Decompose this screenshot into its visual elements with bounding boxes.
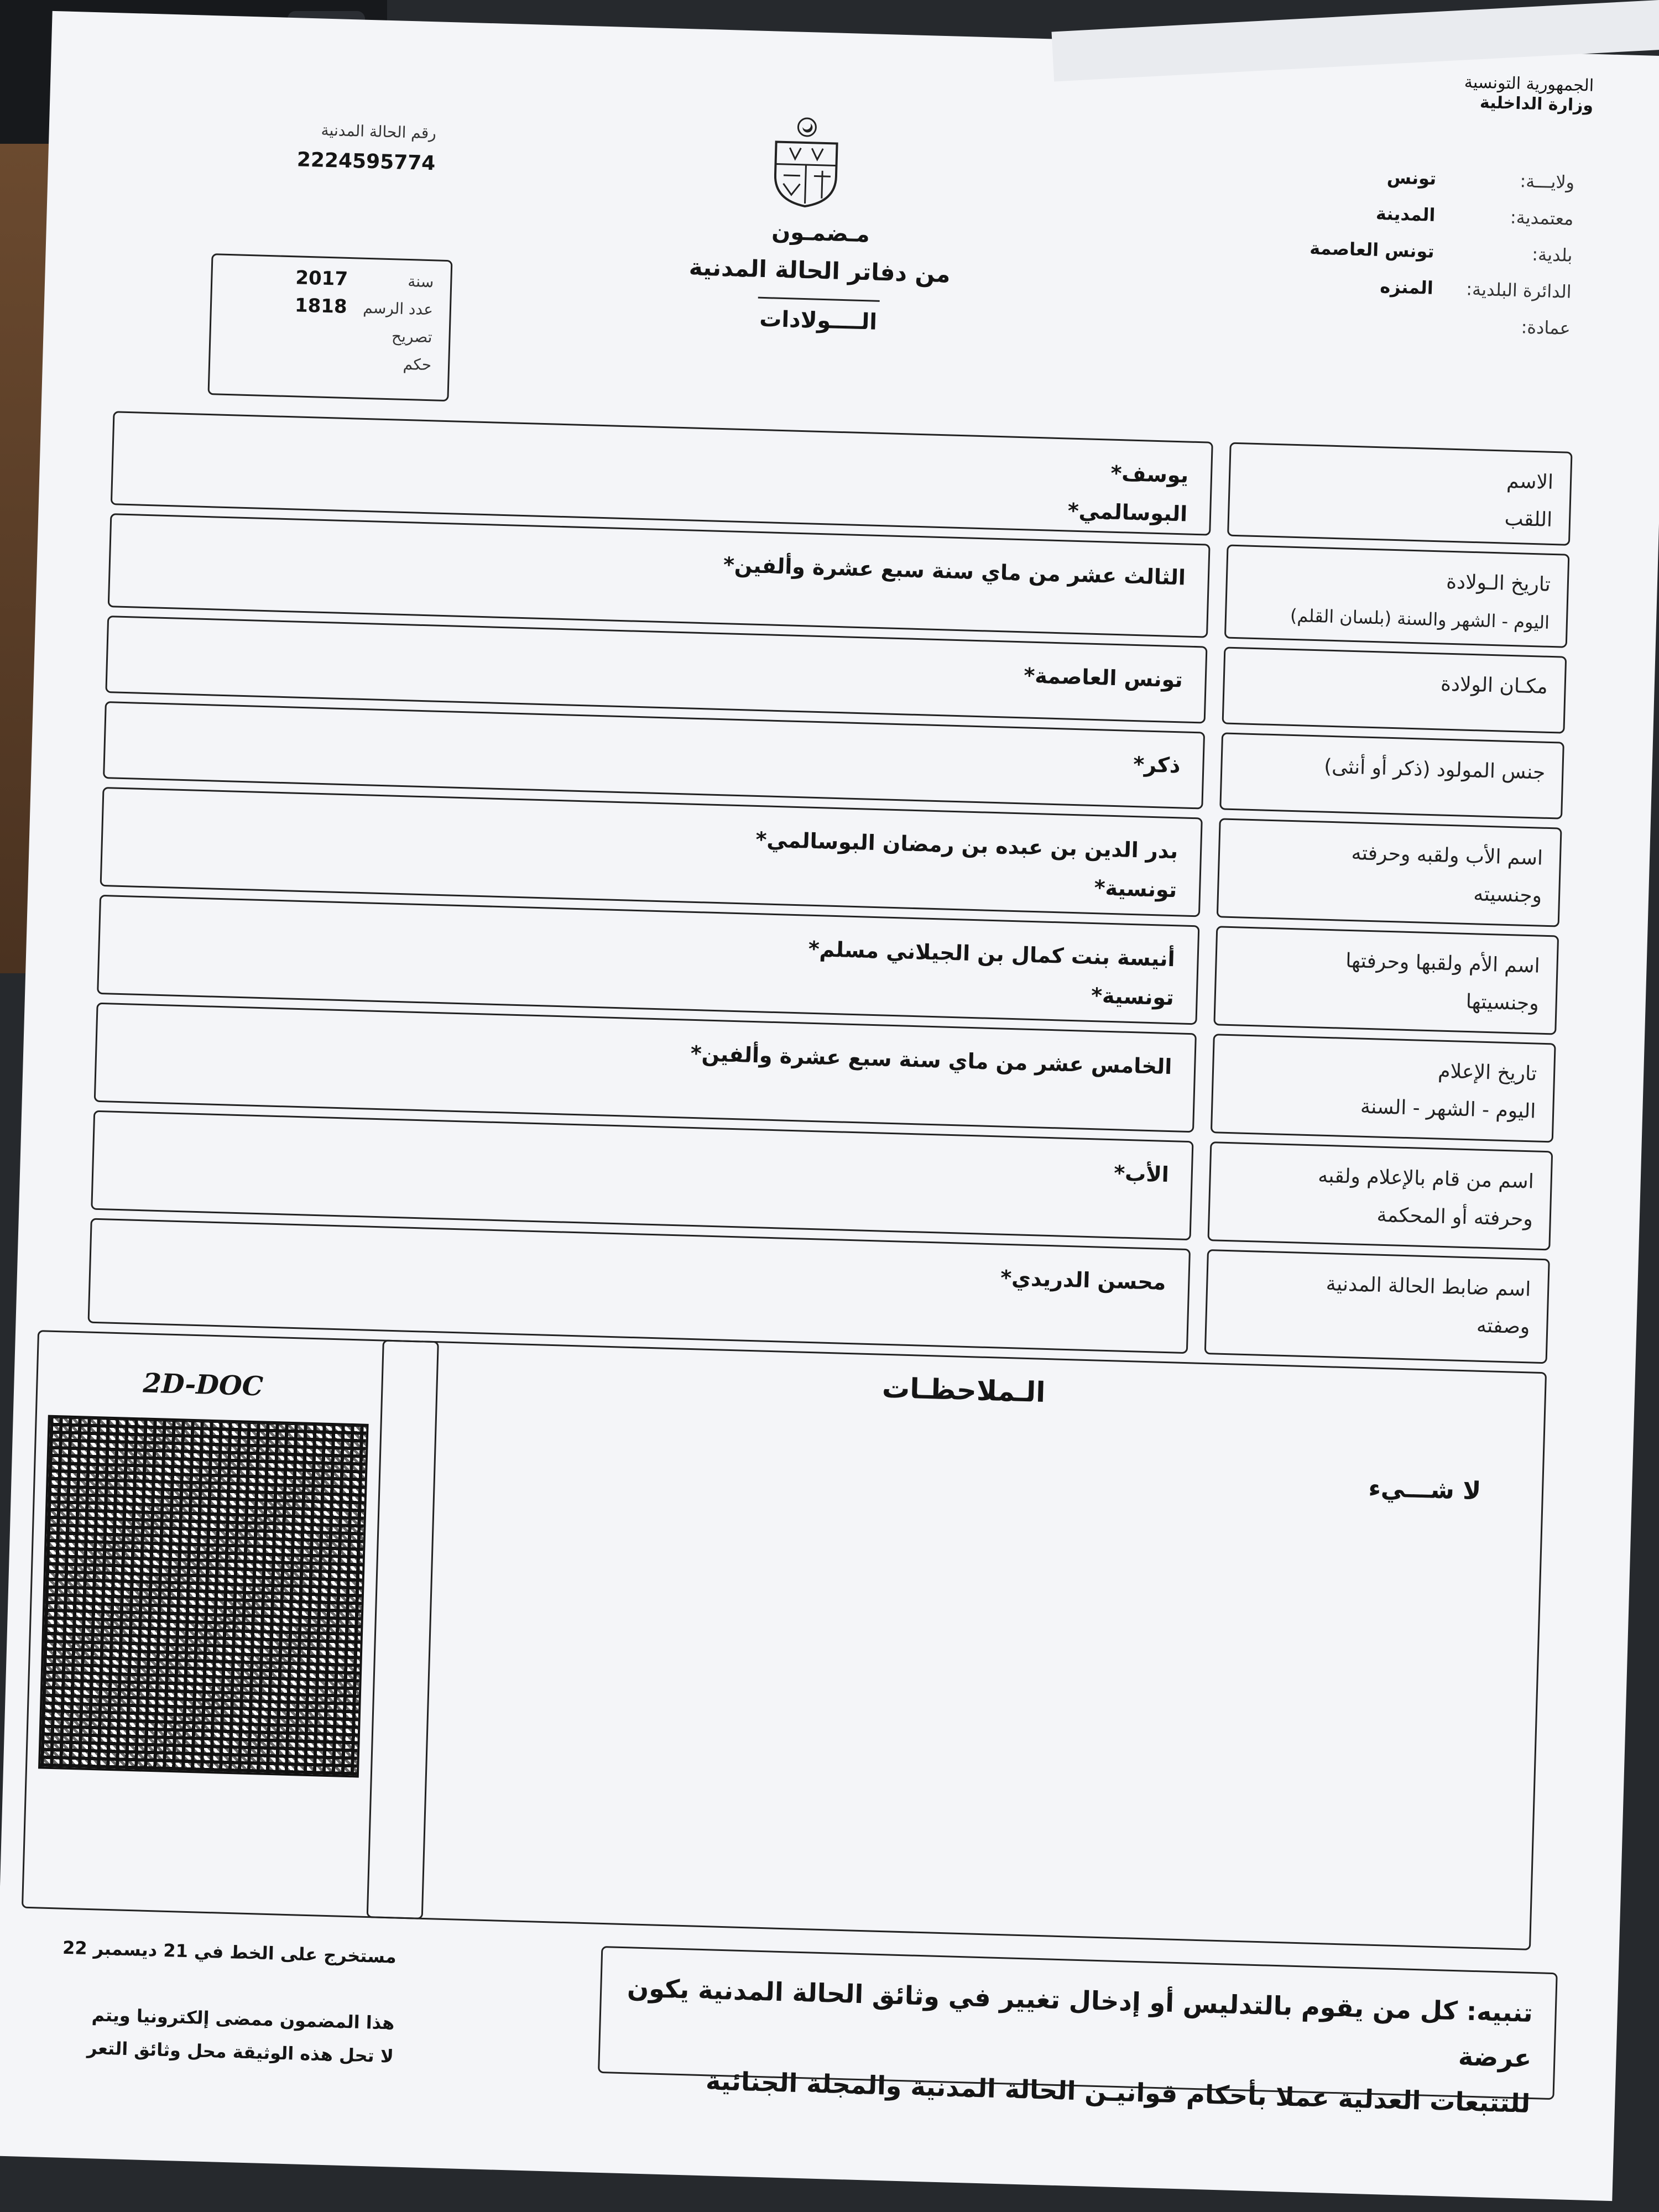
administrative-info <box>1072 150 1575 347</box>
document-validity-note: لا تحل هذه الوثيقة محل وثائق التعر <box>86 2037 394 2067</box>
governorate-label: ولايـــة: <box>1519 170 1575 193</box>
form-label: اسم ضابط الحالة المدنية وصفته <box>1204 1249 1550 1364</box>
register-record-label: عدد الرسم <box>362 298 434 319</box>
form-label: اسم الأب ولقبه وحرفته وجنسيته <box>1217 818 1562 927</box>
civil-status-number-value: 2224595774 <box>296 148 436 175</box>
electronic-signature-note: هذا المضمون ممضى إلكترونيا ويتم <box>91 2004 395 2034</box>
civil-status-number <box>236 118 436 175</box>
remarks-value: لا شـــيء <box>1368 1474 1481 1506</box>
form-label: تاريخ الـولادة اليوم - الشهر والسنة (بلسان القلم) <box>1224 545 1570 648</box>
form-value: بدر الدين بن عبده بن رمضان البوسالمي* تونسية* <box>100 787 1203 917</box>
register-judgment-row <box>210 345 448 379</box>
register-year-value: 2017 <box>295 267 348 290</box>
form-label: اسم الأم ولقبها وحرفتها وجنسيتها <box>1213 926 1559 1035</box>
title-registers: من دفاتر الحالة المدنية <box>688 253 951 288</box>
birth-certificate-document <box>0 11 1659 2201</box>
municipality-value: تونس العاصمة <box>1309 237 1435 262</box>
form-value: الأب* <box>91 1110 1193 1240</box>
title-births: الــــولادات <box>759 306 878 335</box>
legal-warning-box <box>598 1946 1558 2119</box>
tunisia-coat-of-arms-icon <box>766 114 846 210</box>
form-value: الثالث عشر من ماي سنة سبع عشرة وألفين* <box>108 513 1211 638</box>
delegation-value: المدينة <box>1375 202 1436 226</box>
remarks-box <box>367 1339 1547 1950</box>
warning-line-1: تنبيه: كل من يقوم بالتدليس أو إدخال تغيير في وثائق الحالة المدنية يكون عرضة <box>627 1973 1533 2073</box>
footer-notes <box>0 1929 397 2073</box>
form-value: يوسف* البوسالمي* <box>111 411 1213 535</box>
form-value: محسن الدريدي* <box>88 1218 1191 1354</box>
warning-line-2: للتتبعات العدلية عملا بأحكام قوانيـن الحالة المدنية والمجلة الجنائية <box>705 2065 1531 2119</box>
form-label: تاريخ الإعلام اليوم - الشهر - السنة <box>1211 1034 1556 1142</box>
remarks-heading: الـملاحظـات <box>881 1371 1046 1408</box>
delegation-label: معتمدية: <box>1510 206 1574 229</box>
form-label: جنس المولود (ذكر أو أنثى) <box>1219 732 1564 819</box>
municipality-label: بلدية: <box>1531 243 1573 266</box>
register-declaration-label: تصريح <box>391 326 433 346</box>
title-divider <box>758 297 880 302</box>
form-label: مكـان الولادة <box>1222 646 1567 733</box>
form-label: اسم من قام بالإعلام ولقبه وحرفته أو المحكمة <box>1207 1141 1553 1250</box>
ministry-name: وزارة الداخلية <box>1479 92 1594 116</box>
form-value: الخامس عشر من ماي سنة سبع عشرة وألفين* <box>94 1003 1197 1133</box>
register-record-value: 1818 <box>294 294 348 318</box>
2d-barcode-icon <box>38 1415 369 1778</box>
republic-name: الجمهورية التونسية <box>1464 72 1594 96</box>
form-label: الاسم اللقب <box>1227 442 1573 546</box>
form-value: ذكر* <box>103 701 1205 810</box>
form-value: تونس العاصمة* <box>105 615 1207 724</box>
issuer-header <box>1206 65 1594 116</box>
register-info-box <box>207 253 452 401</box>
register-judgment-label: حكم <box>403 354 432 374</box>
document-title <box>624 215 1014 338</box>
district-label: الدائرة البلدية: <box>1465 278 1572 302</box>
title-extract: مـضمـون <box>771 219 870 248</box>
extraction-date: مستخرج على الخط في 21 ديسمبر 22 <box>62 1937 397 1968</box>
civil-status-number-label: رقم الحالة المدنية <box>321 121 437 143</box>
omda-label: عمادة: <box>1521 316 1571 339</box>
2d-doc-label: 2D-DOC <box>142 1368 264 1402</box>
register-year-label: سنة <box>407 272 434 291</box>
2d-doc-box <box>22 1330 439 1919</box>
district-value: المنزه <box>1379 276 1434 299</box>
form-value: أنيسة بنت كمال بن الجيلاني مسلم* تونسية* <box>97 895 1199 1025</box>
governorate-value: تونس <box>1386 166 1437 189</box>
